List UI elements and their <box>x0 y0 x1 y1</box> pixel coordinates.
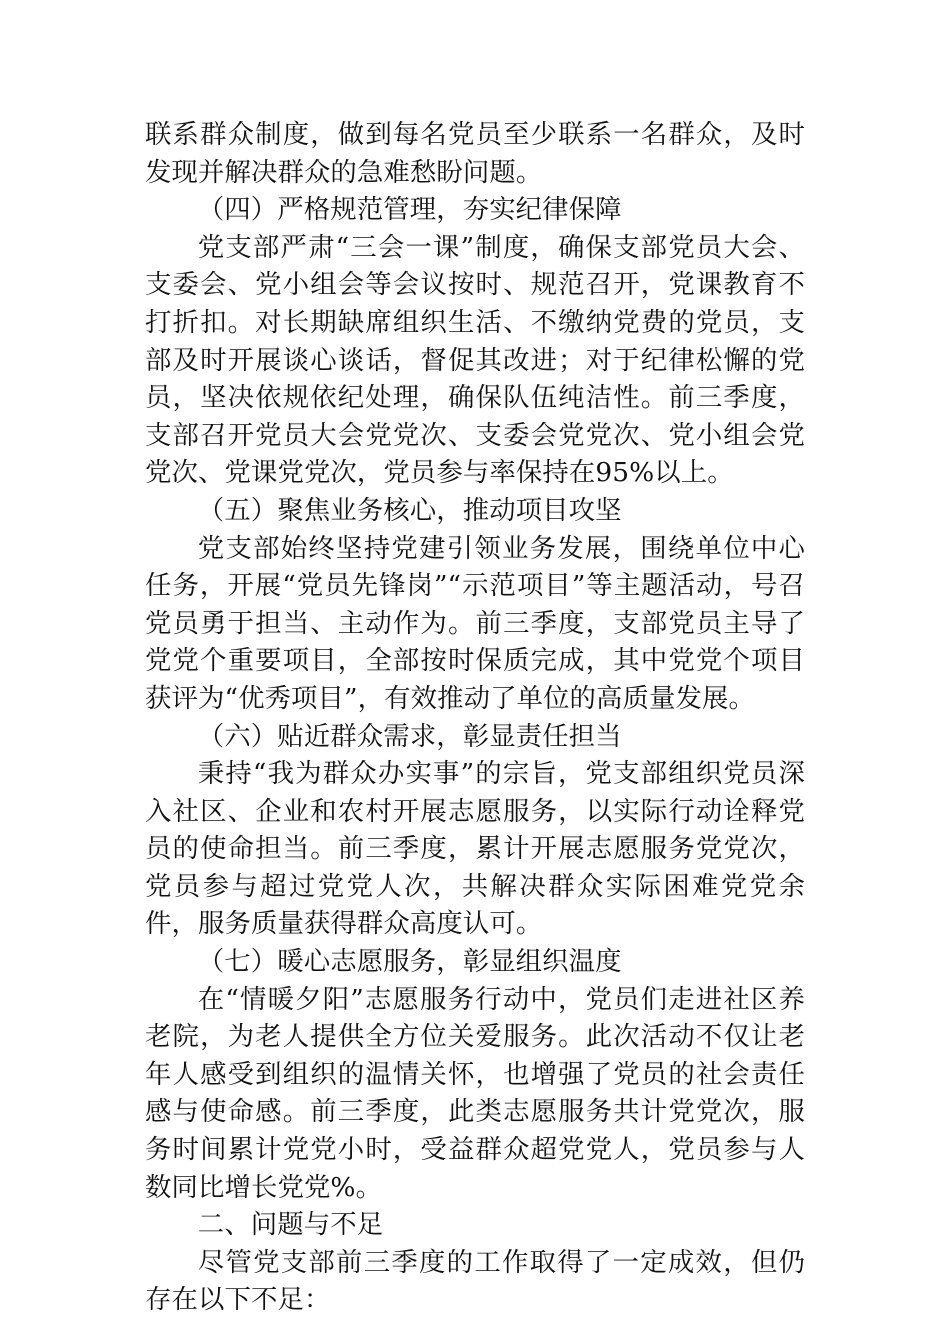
section-title-problems: 二、问题与不足 <box>197 1209 384 1241</box>
subheading-5: （五）聚焦业务核心，推动项目攻坚 <box>197 494 622 526</box>
paragraph-community-service: 秉持“我为群众办实事”的宗旨，党支部组织党员深入社区、企业和农村开展志愿服务，以实际行动诠释党员的使命担当。前三季度，累计开展志愿服务党党次，党员参与超过党党人次，共解决群众实际困难党党余件，服务质量获得群众高度认可。 <box>145 758 805 940</box>
paragraph-discipline: 党支部严肃“三会一课”制度，确保支部党员大会、支委会、党小组会等会议按时、规范召开，党课教育不打折扣。对长期缺席组织生活、不缴纳党费的党员，支部及时开展谈心谈话，督促其改进；对于纪律松懈的党员，坚决依规依纪处理，确保队伍纯洁性。前三季度，支部召开党员大会党党次、支委会党党次、党小组会党党次、党课党党次，党员参与率保持在95%以上。 <box>145 231 805 489</box>
paragraph-volunteer: 在“情暖夕阳”志愿服务行动中，党员们走进社区养老院，为老人提供全方位关爱服务。此次活动不仅让老年人感受到组织的温情关怀，也增强了党员的社会责任感与使命感。前三季度，此类志愿服务共计党党次，服务时间累计党党小时，受益群众超党党人，党员参与人数同比增长党党%。 <box>145 983 805 1203</box>
document-page <box>145 116 805 1319</box>
paragraph-shortcomings: 尽管党支部前三季度的工作取得了一定成效，但仍存在以下不足： <box>145 1246 805 1316</box>
subheading-4: （四）严格规范管理，夯实纪律保障 <box>197 194 622 226</box>
subheading-6: （六）贴近群众需求，彰显责任担当 <box>197 720 622 752</box>
paragraph-projects: 党支部始终坚持党建引领业务发展，围绕单位中心任务，开展“党员先锋岗”“示范项目”等主题活动，号召党员勇于担当、主动作为。前三季度，支部党员主导了党党个重要项目，全部按时保质完成，其中党党个项目获评为“优秀项目”，有效推动了单位的高质量发展。 <box>145 532 805 714</box>
subheading-7: （七）暖心志愿服务，彰显组织温度 <box>197 946 622 978</box>
paragraph-continuation: 联系群众制度，做到每名党员至少联系一名群众，及时发现并解决群众的急难愁盼问题。 <box>145 119 805 188</box>
